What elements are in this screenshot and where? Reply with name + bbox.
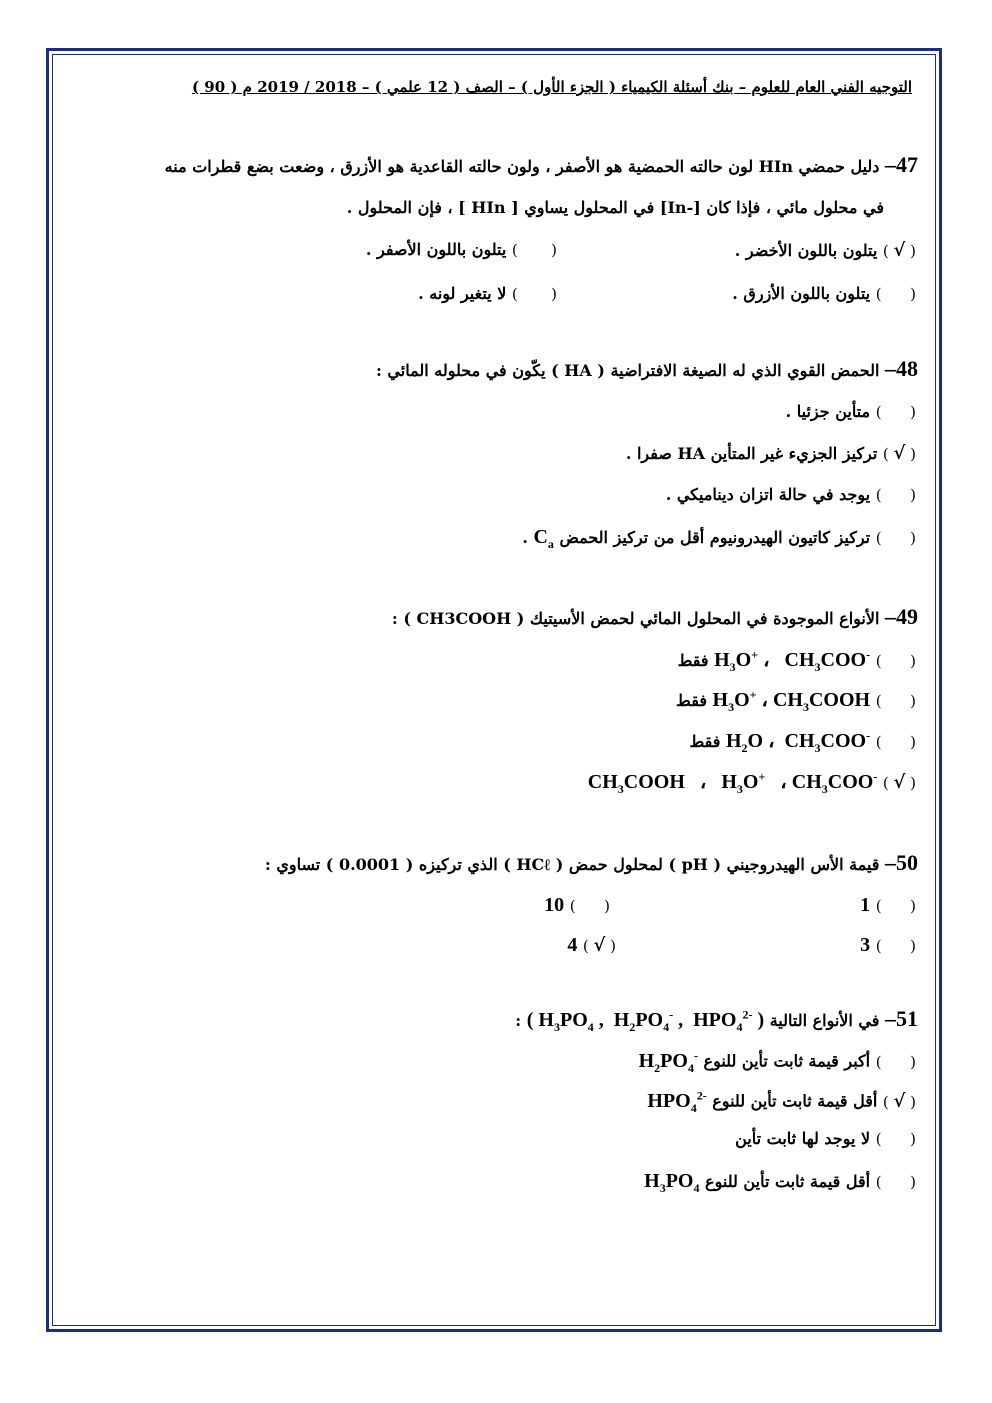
option-q47-c[interactable]: ( ) يتلون باللون الأزرق . — [732, 284, 916, 303]
option-q50-a[interactable]: ( ) 1 — [860, 894, 916, 916]
option-q50-c[interactable]: ( ) 3 — [860, 934, 916, 956]
question-47-line2: في محلول مائي ، فإذا كان [-In] في المحلول يساوي [ HIn ] ، فإن المحلول . — [346, 198, 884, 217]
question-text: الأنواع الموجودة في المحلول المائي لحمض الأسيتيك ( CH3COOH ) : — [391, 609, 880, 628]
question-number: 50– — [885, 850, 918, 875]
question-text: قيمة الأس الهيدروجيني ( pH ) لمحلول حمض ( HCℓ ) الذي تركيزه ( 0.0001 ) تساوي : — [264, 855, 880, 874]
question-number: 48– — [885, 356, 918, 381]
option-q47-b[interactable]: ( ) يتلون باللون الأصفر . — [365, 240, 557, 259]
question-50 — [265, 850, 918, 876]
question-number: 51– — [885, 1006, 918, 1031]
option-q48-b[interactable]: ( √ ) تركيز الجزيء غير المتأين HA صفرا . — [625, 443, 916, 464]
check-mark: √ — [593, 935, 606, 956]
option-q49-c[interactable]: ( ) $H_2O$ ، $CH_3COO^-$ فقط — [689, 728, 916, 755]
option-q48-c[interactable]: ( ) يوجد في حالة اتزان ديناميكي . — [665, 485, 916, 504]
question-51: 51– في الأنواع التالية ( $H_3PO_4$ , $H_2PO_4^-$ , $HPO_4^{2-}$ ) : — [515, 1006, 918, 1034]
option-q47-d[interactable]: ( ) لا يتغير لونه . — [418, 284, 557, 303]
option-q49-a[interactable]: ( ) $H_3O^+$ ، $CH_3COO^-$ فقط — [677, 647, 916, 674]
option-q51-d[interactable]: ( ) أقل قيمة ثابت تأين للنوع $H_3PO_4$ — [639, 1170, 916, 1195]
question-47 — [165, 152, 918, 178]
option-q48-d[interactable]: ( ) تركيز كاتيون الهيدرونيوم أقل من تركيز الحمض $C_a$ . — [522, 526, 916, 551]
page-header: التوجيه الفني العام للعلوم – بنك أسئلة الكيمياء ( الجزء الأول ) – الصف ( 12 علمي ) – 2018 / 2019 م ( 90 ) — [191, 78, 912, 96]
check-mark: √ — [893, 772, 906, 793]
question-text: دليل حمضي HIn لون حالته الحمضية هو الأصفر ، ولون حالته القاعدية هو الأزرق ، وضعت بضع قطرات منه — [164, 157, 880, 176]
option-q48-a[interactable]: ( ) متأين جزئيا . — [785, 402, 916, 421]
option-q50-d[interactable]: ( √ ) 4 — [567, 934, 616, 956]
question-number: 49– — [885, 604, 918, 629]
option-q51-b[interactable]: ( √ ) أقل قيمة ثابت تأين للنوع $HPO_4^{2-}$ — [642, 1088, 916, 1115]
option-q51-a[interactable]: ( ) أكبر قيمة ثابت تأين للنوع $H_2PO_4^-$ — [638, 1048, 916, 1075]
check-mark: √ — [893, 443, 906, 464]
option-q49-b[interactable]: ( ) $H_3O^+$ ، $CH_3COOH$ فقط — [676, 687, 916, 714]
question-48 — [376, 356, 918, 382]
option-q49-d[interactable]: ( √ ) $CH_3COOH$ ، $H_3O^+$ ، $CH_3COO^-$ — [587, 769, 916, 796]
check-mark: √ — [893, 240, 906, 261]
option-q51-c[interactable]: ( ) لا يوجد لها ثابت تأين — [735, 1129, 916, 1148]
check-mark: √ — [893, 1090, 906, 1112]
question-text: في الأنواع التالية — [769, 1011, 880, 1030]
question-49 — [392, 604, 918, 630]
question-number: 47– — [885, 152, 918, 177]
question-text: الحمض القوي الذي له الصيغة الافتراضية ( HA ) يكّون في محلوله المائي : — [375, 361, 880, 380]
option-q47-a[interactable]: ( √ ) يتلون باللون الأخضر . — [734, 240, 916, 261]
option-q50-b[interactable]: ( ) 10 — [544, 894, 610, 916]
